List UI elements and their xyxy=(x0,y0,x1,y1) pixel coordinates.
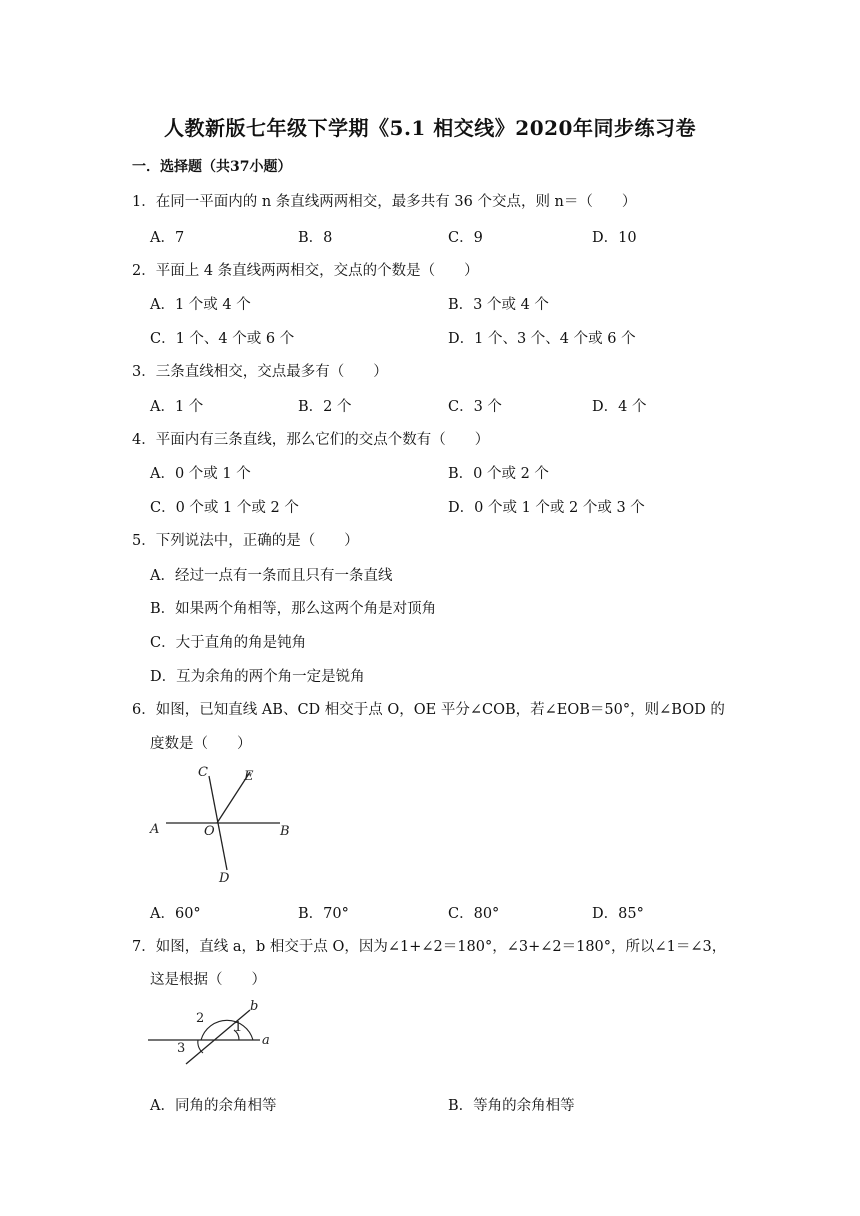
question-6-stem: 6．如图，已知直线 AB、CD 相交于点 O，OE 平分∠COB，若∠EOB＝50°，则∠BOD 的 xyxy=(132,702,725,718)
label-three: 3 xyxy=(177,1041,186,1056)
q2-option-a[interactable]: A．1 个或 4 个 xyxy=(150,297,251,313)
label-b: B xyxy=(280,824,290,839)
q3-option-d[interactable]: D．4 个 xyxy=(592,399,647,415)
q5-option-b[interactable]: B．如果两个角相等，那么这两个角是对顶角 xyxy=(150,601,437,617)
q1-option-c[interactable]: C．9 xyxy=(448,230,483,246)
label-a-line: a xyxy=(262,1033,270,1048)
question-4-stem: 4．平面内有三条直线，那么它们的交点个数有（ ） xyxy=(132,432,490,448)
q1-option-a[interactable]: A．7 xyxy=(150,230,185,246)
q2-option-b[interactable]: B．3 个或 4 个 xyxy=(448,297,549,313)
q4-option-a[interactable]: A．0 个或 1 个 xyxy=(150,466,251,482)
figure-intersecting-lines-a-b xyxy=(146,996,282,1078)
q5-option-d[interactable]: D．互为余角的两个角一定是锐角 xyxy=(150,669,365,685)
page-title: 人教新版七年级下学期《5.1 相交线》2020年同步练习卷 xyxy=(164,116,696,140)
label-a: A xyxy=(150,822,160,837)
question-1-stem: 1．在同一平面内的 n 条直线两两相交，最多共有 36 个交点，则 n＝（ ） xyxy=(132,194,637,210)
label-one: 1 xyxy=(234,1020,243,1035)
question-6-stem-continued: 度数是（ ） xyxy=(150,736,252,752)
q6-option-d[interactable]: D．85° xyxy=(592,906,644,922)
q5-option-c[interactable]: C．大于直角的角是钝角 xyxy=(150,635,307,651)
label-d: D xyxy=(219,871,230,886)
q7-option-b[interactable]: B．等角的余角相等 xyxy=(448,1098,575,1114)
label-c: C xyxy=(198,765,208,780)
q6-option-b[interactable]: B．70° xyxy=(298,906,349,922)
q1-option-b[interactable]: B．8 xyxy=(298,230,333,246)
label-b-line: b xyxy=(250,999,259,1014)
question-5-stem: 5．下列说法中，正确的是（ ） xyxy=(132,533,359,549)
q3-option-c[interactable]: C．3 个 xyxy=(448,399,502,415)
q6-option-c[interactable]: C．80° xyxy=(448,906,500,922)
q6-option-a[interactable]: A．60° xyxy=(150,906,201,922)
question-2-stem: 2．平面上 4 条直线两两相交，交点的个数是（ ） xyxy=(132,263,479,279)
q2-option-c[interactable]: C．1 个、4 个或 6 个 xyxy=(150,331,295,347)
q7-option-a[interactable]: A．同角的余角相等 xyxy=(150,1098,277,1114)
q2-option-d[interactable]: D．1 个、3 个、4 个或 6 个 xyxy=(448,331,636,347)
question-7-stem: 7．如图，直线 a，b 相交于点 O，因为∠1+∠2＝180°，∠3+∠2＝180°，所以∠1＝∠3， xyxy=(132,939,727,955)
q3-option-a[interactable]: A．1 个 xyxy=(150,399,204,415)
section-heading: 一．选择题（共37小题） xyxy=(132,159,292,175)
q3-option-b[interactable]: B．2 个 xyxy=(298,399,352,415)
question-7-stem-continued: 这是根据（ ） xyxy=(150,972,266,988)
label-two: 2 xyxy=(196,1011,205,1026)
q1-option-d[interactable]: D．10 xyxy=(592,230,637,246)
label-o: O xyxy=(204,824,215,839)
q4-option-d[interactable]: D．0 个或 1 个或 2 个或 3 个 xyxy=(448,500,645,516)
q5-option-a[interactable]: A．经过一点有一条而且只有一条直线 xyxy=(150,568,393,584)
q4-option-c[interactable]: C．0 个或 1 个或 2 个 xyxy=(150,500,299,516)
label-e: E xyxy=(244,769,254,784)
figure-intersecting-lines-ab-cd xyxy=(146,758,296,886)
q4-option-b[interactable]: B．0 个或 2 个 xyxy=(448,466,549,482)
question-3-stem: 3．三条直线相交，交点最多有（ ） xyxy=(132,364,388,380)
